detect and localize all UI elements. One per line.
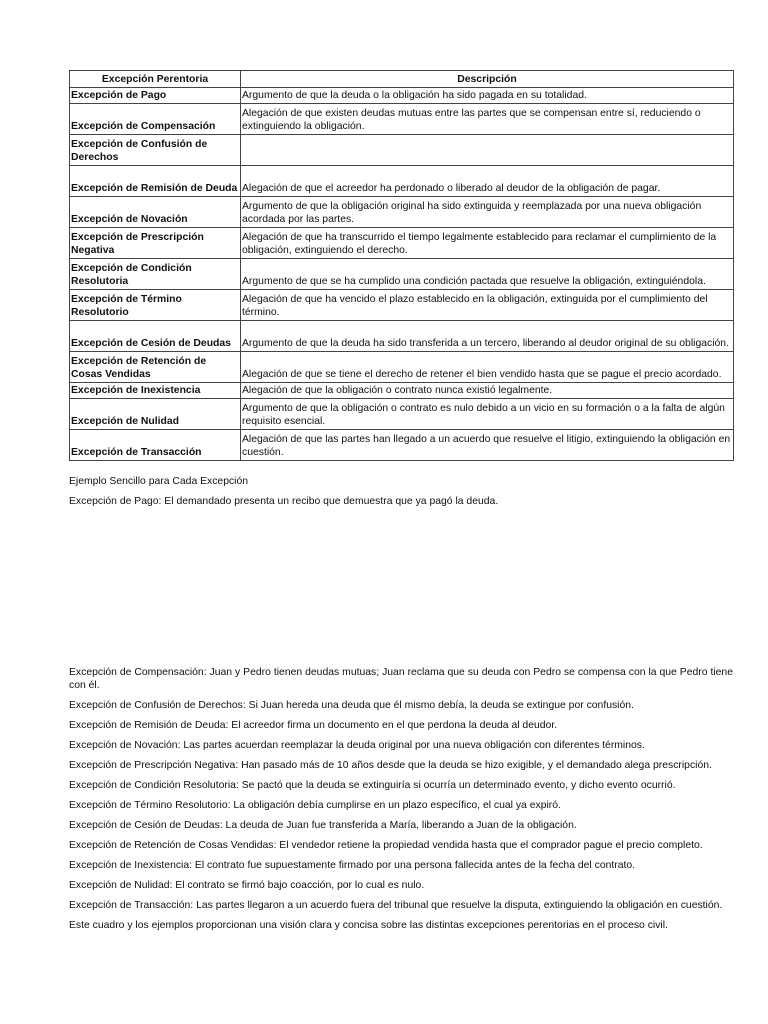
- table-row: [70, 321, 734, 352]
- examples-heading: Ejemplo Sencillo para Cada Excepción: [69, 476, 249, 487]
- exception-name: Excepción de Cesión de Deudas: [70, 321, 241, 352]
- document-page: [69, 70, 733, 461]
- example-paragraph: Excepción de Condición Resolutoria: Se pactó que la deuda se extinguiría si ocurría un determinado evento, y dicho evento ocurrió.: [69, 780, 676, 791]
- exception-description: [241, 135, 734, 166]
- table-row: [70, 135, 734, 166]
- table-row: [70, 104, 734, 135]
- table-row: [70, 88, 734, 104]
- exception-description: Argumento de que la obligación o contrato es nulo debido a un vicio en su formación o a la falta de algún requisito esencial.: [241, 399, 734, 430]
- example-paragraph: Excepción de Retención de Cosas Vendidas: El vendedor retiene la propiedad vendida hasta que el comprador pague el precio completo.: [69, 840, 703, 851]
- exception-description: Argumento de que se ha cumplido una condición pactada que resuelve la obligación, extinguiéndola.: [241, 259, 734, 290]
- example-paragraph: Excepción de Remisión de Deuda: El acreedor firma un documento en el que perdona la deuda al deudor.: [69, 720, 558, 731]
- exception-name: Excepción de Prescripción Negativa: [70, 228, 241, 259]
- exception-description: Alegación de que ha transcurrido el tiempo legalmente establecido para reclamar el cumplimiento de la obligación, extinguiendo el derecho.: [241, 228, 734, 259]
- closing-paragraph: Este cuadro y los ejemplos proporcionan una visión clara y concisa sobre las distintas excepciones perentorias en el proceso civil.: [69, 920, 668, 931]
- example-paragraph: Excepción de Prescripción Negativa: Han pasado más de 10 años desde que la deuda se hizo exigible, y el demandado alega prescripción.: [69, 760, 712, 771]
- exception-name: Excepción de Transacción: [70, 430, 241, 461]
- exception-description: Argumento de que la deuda ha sido transferida a un tercero, liberando al deudor original de su obligación.: [241, 321, 734, 352]
- table-row: [70, 228, 734, 259]
- example-paragraph: Excepción de Pago: El demandado presenta un recibo que demuestra que ya pagó la deuda.: [69, 496, 499, 507]
- table-row: [70, 259, 734, 290]
- exception-description: Alegación de que las partes han llegado a un acuerdo que resuelve el litigio, extinguiendo la obligación en cuestión.: [241, 430, 734, 461]
- table-row: [70, 290, 734, 321]
- exception-name: Excepción de Novación: [70, 197, 241, 228]
- exception-description: Alegación de que se tiene el derecho de retener el bien vendido hasta que se pague el precio acordado.: [241, 352, 734, 383]
- exception-name: Excepción de Término Resolutorio: [70, 290, 241, 321]
- example-paragraph: Excepción de Novación: Las partes acuerdan reemplazar la deuda original por una nueva obligación con diferentes términos.: [69, 740, 645, 751]
- table-row: [70, 166, 734, 197]
- header-description: Descripción: [241, 71, 734, 88]
- table-row: [70, 430, 734, 461]
- exception-name: Excepción de Nulidad: [70, 399, 241, 430]
- example-paragraph: Excepción de Confusión de Derechos: Si Juan hereda una deuda que él mismo debía, la deuda se extingue por confusión.: [69, 700, 634, 711]
- exception-description: Alegación de que ha vencido el plazo establecido en la obligación, extinguida por el cumplimiento del término.: [241, 290, 734, 321]
- table-row: [70, 383, 734, 399]
- exception-name: Excepción de Remisión de Deuda: [70, 166, 241, 197]
- example-paragraph: Excepción de Transacción: Las partes llegaron a un acuerdo fuera del tribunal que resuelve la disputa, extinguiendo la obligación en cuestión.: [69, 900, 723, 911]
- exception-description: Alegación de que la obligación o contrato nunca existió legalmente.: [241, 383, 734, 399]
- table-row: [70, 352, 734, 383]
- example-paragraph: Excepción de Término Resolutorio: La obligación debía cumplirse en un plazo específico, el cual ya expiró.: [69, 800, 561, 811]
- example-paragraph: Excepción de Cesión de Deudas: La deuda de Juan fue transferida a María, liberando a Juan de la obligación.: [69, 820, 577, 831]
- example-paragraph: Excepción de Compensación: Juan y Pedro tienen deudas mutuas; Juan reclama que su deuda con Pedro se compensa con la que Pedro tiene con él.: [69, 667, 733, 691]
- table-row: [70, 399, 734, 430]
- exception-name: Excepción de Compensación: [70, 104, 241, 135]
- exception-name: Excepción de Confusión de Derechos: [70, 135, 241, 166]
- header-exception: Excepción Perentoria: [70, 71, 241, 88]
- exceptions-table: [69, 70, 734, 461]
- exception-description: Argumento de que la deuda o la obligación ha sido pagada en su totalidad.: [241, 88, 734, 104]
- exception-description: Alegación de que existen deudas mutuas entre las partes que se compensan entre sí, reduciendo o extinguiendo la obligación.: [241, 104, 734, 135]
- table-row: [70, 197, 734, 228]
- exception-name: Excepción de Condición Resolutoria: [70, 259, 241, 290]
- example-paragraph: Excepción de Nulidad: El contrato se firmó bajo coacción, por lo cual es nulo.: [69, 880, 425, 891]
- examples-list: [69, 666, 733, 939]
- table-header-row: [70, 71, 734, 88]
- exception-description: Argumento de que la obligación original ha sido extinguida y reemplazada por una nueva obligación acordada por las partes.: [241, 197, 734, 228]
- example-paragraph: Excepción de Inexistencia: El contrato fue supuestamente firmado por una persona fallecida antes de la fecha del contrato.: [69, 860, 636, 871]
- exception-name: Excepción de Retención de Cosas Vendidas: [70, 352, 241, 383]
- exception-description: Alegación de que el acreedor ha perdonado o liberado al deudor de la obligación de pagar.: [241, 166, 734, 197]
- exception-name: Excepción de Inexistencia: [70, 383, 241, 399]
- exception-name: Excepción de Pago: [70, 88, 241, 104]
